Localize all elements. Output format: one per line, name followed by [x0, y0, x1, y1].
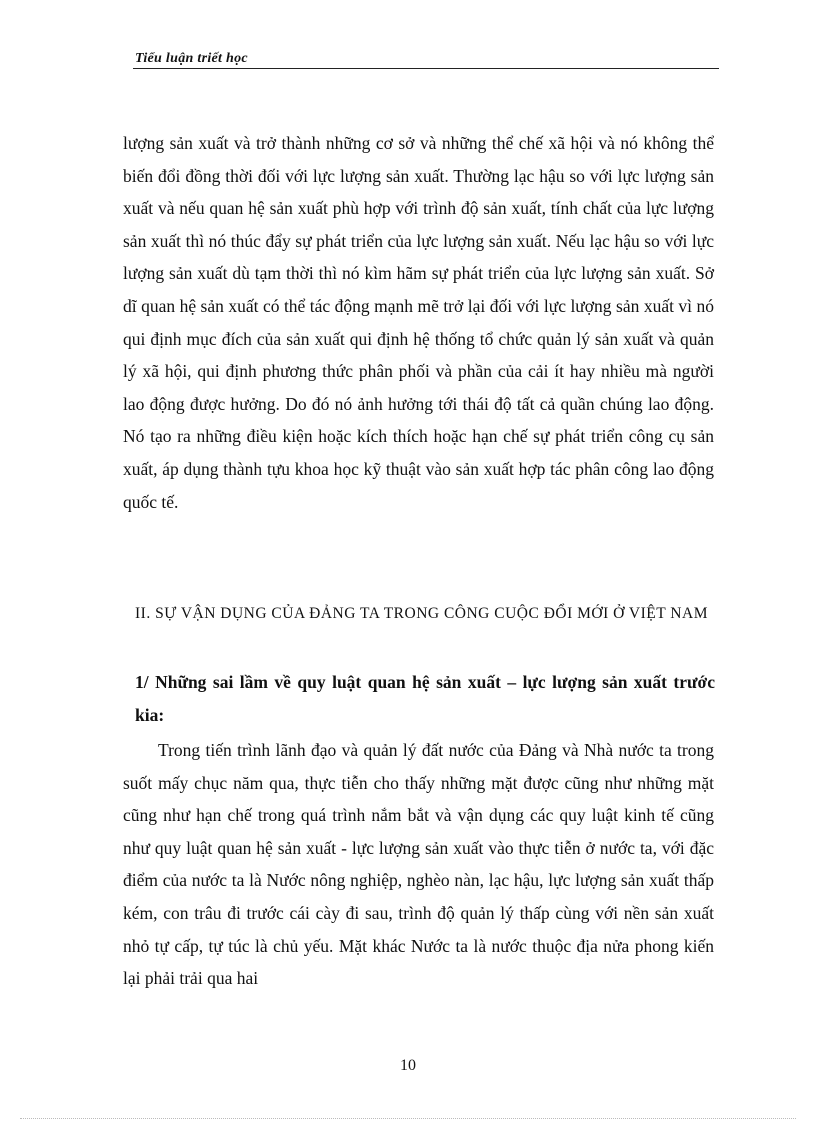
- section-heading: II. SỰ VẬN DỤNG CỦA ĐẢNG TA TRONG CÔNG CUỘC ĐỔI MỚI Ở VIỆT NAM: [135, 605, 708, 622]
- paragraph-continuation: lượng sản xuất và trở thành những cơ sở và những thể chế xã hội và nó không thể biến đổi đồng thời đối với lực lượng sản xuất. Thường lạc hậu so với lực lượng sản xuất và nếu quan hệ sản xuất phù hợp với trình độ sản xuất, tính chất của lực lượng sản xuất thì nó thúc đẩy sự phát triển của lực lượng sản xuất. Nếu lạc hậu so với lực lượng sản xuất dù tạm thời thì nó kìm hãm sự phát triển của lực lượng sản xuất. Sở dĩ quan hệ sản xuất có thể tác động mạnh mẽ trở lại đối với lực lượng sản xuất vì nó qui định mục đích của sản xuất qui định hệ thống tổ chức quản lý sản xuất và quản lý xã hội, qui định phương thức phân phối và phần của cải ít hay nhiều mà người lao động được hưởng. Do đó nó ảnh hưởng tới thái độ tất cả quần chúng lao động. Nó tạo ra những điều kiện hoặc kích thích hoặc hạn chế sự phát triển công cụ sản xuất, áp dụng thành tựu khoa học kỹ thuật vào sản xuất hợp tác phân công lao động quốc tế.: [123, 133, 714, 512]
- header-title: Tiểu luận triết học: [135, 51, 248, 66]
- subsection-heading: 1/ Những sai lầm về quy luật quan hệ sản xuất – lực lượng sản xuất trước kia:: [135, 672, 715, 725]
- page-header: [133, 48, 719, 69]
- paragraph-body: Trong tiến trình lãnh đạo và quản lý đất nước của Đảng và Nhà nước ta trong suốt mấy chục năm qua, thực tiễn cho thấy những mặt được cũng như những mặt cũng như hạn chế trong quá trình nắm bắt và vận dụng các quy luật kinh tế cũng như quy luật quan hệ sản xuất - lực lượng sản xuất vào thực tiễn ở nước ta, với đặc điểm của nước ta là Nước nông nghiệp, nghèo nàn, lạc hậu, lực lượng sản xuất thấp kém, con trâu đi trước cái cày đi sau, trình độ quản lý thấp cùng với nền sản xuất nhỏ tự cấp, tự túc là chủ yếu. Mặt khác Nước ta là nước thuộc địa nửa phong kiến lại phải trải qua hai: [123, 740, 714, 989]
- page-number: 10: [400, 1057, 416, 1074]
- page-bottom-divider: [20, 1118, 796, 1119]
